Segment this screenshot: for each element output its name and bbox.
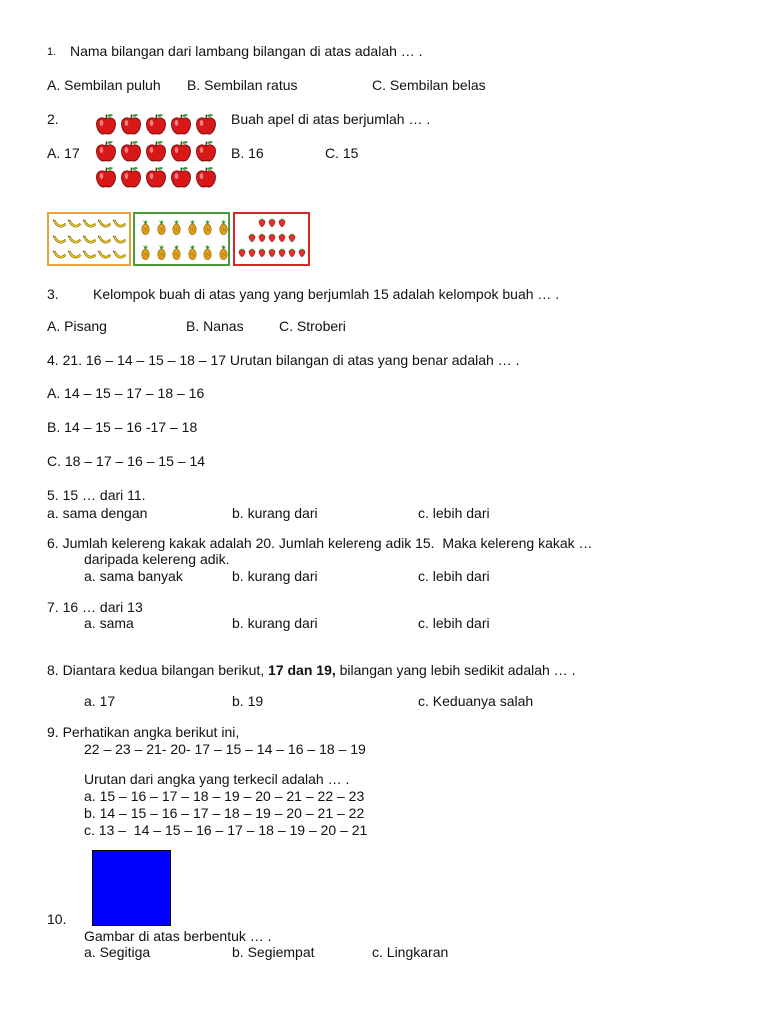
strawberry-icon (247, 246, 257, 259)
q9-option-a: a. 15 – 16 – 17 – 18 – 19 – 20 – 21 – 22 – 23 (84, 788, 365, 804)
q8-option-a: a. 17 (84, 693, 116, 709)
q9-sequence: 22 – 23 – 21- 20- 17 – 15 – 14 – 16 – 18 – 19 (84, 741, 366, 757)
strawberry-icon (267, 231, 277, 244)
pineapple-icon (138, 216, 153, 239)
q7-option-b: b. kurang dari (232, 615, 318, 631)
q9-option-c: c. 13 – 14 – 15 – 16 – 17 – 18 – 19 – 20 – 21 (84, 822, 368, 838)
q1-option-c: C. Sembilan belas (372, 77, 486, 93)
banana-icon (52, 233, 68, 248)
banana-group (47, 212, 131, 266)
apple-icon (170, 113, 192, 135)
q3-option-a: A. Pisang (47, 318, 107, 334)
pineapple-icon (216, 216, 231, 239)
q2-text: Buah apel di atas berjumlah … . (231, 111, 431, 127)
apple-icon (170, 166, 192, 188)
strawberry-icon (247, 231, 257, 244)
pineapple-icon (216, 241, 231, 264)
q6-text-line1: 6. Jumlah kelereng kakak adalah 20. Jumlah kelereng adik 15. Maka kelereng kakak … (47, 535, 593, 551)
pineapple-icon (200, 216, 215, 239)
banana-icon (67, 233, 83, 248)
q6-option-a: a. sama banyak (84, 568, 183, 584)
q9-text: 9. Perhatikan angka berikut ini, (47, 724, 240, 740)
q1-number: 1. (47, 46, 57, 58)
q7-option-c: c. lebih dari (418, 615, 490, 631)
q7-text: 7. 16 … dari 13 (47, 599, 143, 615)
q6-text-line2: daripada kelereng adik. (84, 551, 230, 567)
q3-option-c: C. Stroberi (279, 318, 346, 334)
q8-text-after: bilangan yang lebih sedikit adalah … . (335, 662, 576, 678)
pineapple-icon (169, 216, 184, 239)
strawberry-icon (267, 216, 277, 229)
apple-icon (195, 166, 217, 188)
q8-text-before: 8. Diantara kedua bilangan berikut, (47, 662, 269, 678)
q1-option-a: A. Sembilan puluh (47, 77, 161, 93)
strawberry-icon (287, 231, 297, 244)
pineapple-icon (185, 241, 200, 264)
banana-icon (52, 248, 68, 263)
q10-option-b: b. Segiempat (232, 944, 315, 960)
q4-text: 4. 21. 16 – 14 – 15 – 18 – 17 Urutan bilangan di atas yang benar adalah … . (47, 352, 520, 368)
q10-number: 10. (47, 911, 67, 927)
q8-text (47, 662, 575, 678)
q4-option-b: B. 14 – 15 – 16 -17 – 18 (47, 419, 198, 435)
q2-option-a: A. 17 (47, 145, 80, 161)
strawberry-icon (257, 231, 267, 244)
banana-icon (82, 248, 98, 263)
strawberry-icon (257, 216, 267, 229)
q3-option-b: B. Nanas (186, 318, 244, 334)
pineapple-icon (154, 216, 169, 239)
q3-text: Kelompok buah di atas yang yang berjumlah 15 adalah kelompok buah … . (93, 286, 560, 302)
apple-icon (145, 166, 167, 188)
q10-option-a: a. Segitiga (84, 944, 151, 960)
q10-option-c: c. Lingkaran (372, 944, 449, 960)
pineapple-icon (138, 241, 153, 264)
strawberry-group (233, 212, 310, 266)
banana-icon (97, 217, 113, 232)
q5-text: 5. 15 … dari 11. (47, 487, 146, 503)
banana-icon (97, 233, 113, 248)
q9-option-b: b. 14 – 15 – 16 – 17 – 18 – 19 – 20 – 21 – 22 (84, 805, 365, 821)
banana-icon (82, 217, 98, 232)
banana-icon (52, 217, 68, 232)
strawberry-icon (267, 246, 277, 259)
q8-option-b: b. 19 (232, 693, 264, 709)
banana-icon (82, 233, 98, 248)
banana-icon (112, 217, 128, 232)
banana-icon (112, 248, 128, 263)
q1-option-b: B. Sembilan ratus (187, 77, 298, 93)
strawberry-icon (277, 246, 287, 259)
pineapple-icon (200, 241, 215, 264)
strawberry-icon (237, 246, 247, 259)
q8-option-c: c. Keduanya salah (418, 693, 534, 709)
pineapple-icon (185, 216, 200, 239)
blue-square-image (92, 850, 171, 926)
strawberry-icon (277, 216, 287, 229)
strawberry-icon (277, 231, 287, 244)
apple-icon (195, 113, 217, 135)
pineapple-group (133, 212, 230, 266)
strawberry-icon (287, 246, 297, 259)
apple-icon (145, 140, 167, 162)
q2-option-c: C. 15 (325, 145, 359, 161)
q2-option-b: B. 16 (231, 145, 264, 161)
strawberry-icon (257, 246, 267, 259)
apple-icon (195, 140, 217, 162)
pineapple-icon (169, 241, 184, 264)
q4-option-c: C. 18 – 17 – 16 – 15 – 14 (47, 453, 206, 469)
apple-icon (95, 166, 117, 188)
q6-option-c: c. lebih dari (418, 568, 490, 584)
banana-icon (67, 217, 83, 232)
q10-text: Gambar di atas berbentuk … . (84, 928, 272, 944)
apple-icon (145, 113, 167, 135)
q9-question: Urutan dari angka yang terkecil adalah … . (84, 771, 350, 787)
q8-text-bold: 17 dan 19, (268, 662, 336, 678)
apple-icon (120, 140, 142, 162)
apple-icon (120, 113, 142, 135)
q4-option-a: A. 14 – 15 – 17 – 18 – 16 (47, 385, 205, 401)
pineapple-icon (154, 241, 169, 264)
q1-text: Nama bilangan dari lambang bilangan di atas adalah … . (70, 43, 423, 59)
q5-option-a: a. sama dengan (47, 505, 148, 521)
apple-icon (95, 113, 117, 135)
banana-icon (112, 233, 128, 248)
apple-icon (170, 140, 192, 162)
apple-icon (120, 166, 142, 188)
q3-number: 3. (47, 286, 59, 302)
q5-option-c: c. lebih dari (418, 505, 490, 521)
banana-icon (97, 248, 113, 263)
strawberry-icon (297, 246, 307, 259)
q6-option-b: b. kurang dari (232, 568, 318, 584)
q2-number: 2. (47, 111, 59, 127)
q5-option-b: b. kurang dari (232, 505, 318, 521)
q7-option-a: a. sama (84, 615, 134, 631)
banana-icon (67, 248, 83, 263)
apple-icon (95, 140, 117, 162)
